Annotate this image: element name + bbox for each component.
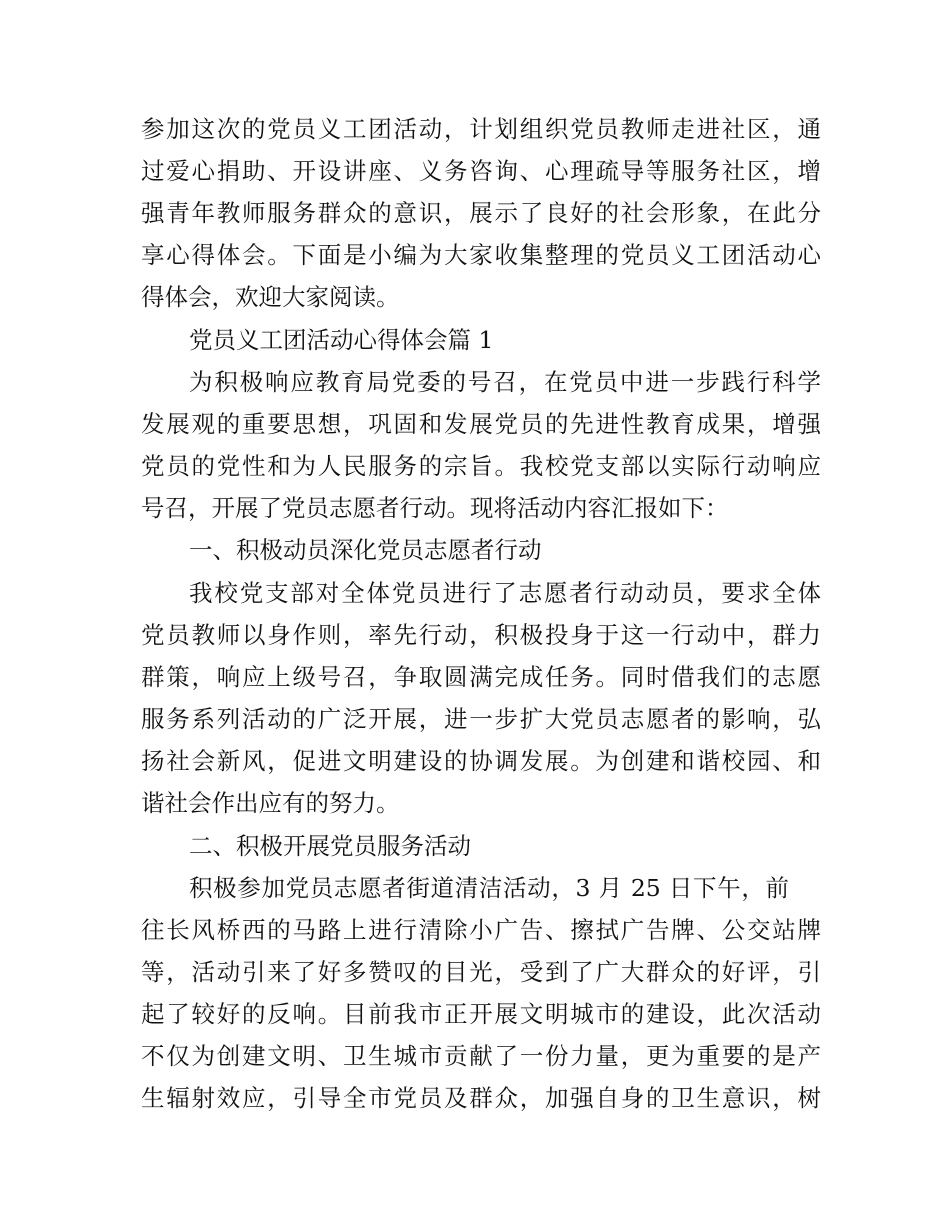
paragraph-line: 过爱心捐助、开设讲座、义务咨询、心理疏导等服务社区，增 [141,157,821,185]
paragraph-line: 发展观的重要思想，巩固和发展党员的先进性教育成果，增强 [141,410,821,438]
paragraph-line: 享心得体会。下面是小编为大家收集整理的党员义工团活动心 [141,241,821,269]
paragraph-line: 起了较好的反响。目前我市正开展文明城市的建设，此次活动 [141,1000,821,1028]
paragraph-line: 服务系列活动的广泛开展，进一步扩大党员志愿者的影响，弘 [141,705,821,733]
paragraph-line: 强青年教师服务群众的意识，展示了良好的社会形象，在此分 [141,199,821,227]
paragraph-line: 我校党支部对全体党员进行了志愿者行动动员，要求全体 [189,579,821,607]
section-heading: 一、积极动员深化党员志愿者行动 [189,536,542,564]
paragraph-line: 号召，开展了党员志愿者行动。现将活动内容汇报如下： [141,494,729,522]
section-heading: 二、积极开展党员服务活动 [189,832,471,860]
paragraph-line: 扬社会新风，促进文明建设的协调发展。为创建和谐校园、和 [141,747,821,775]
section-title: 党员义工团活动心得体会篇 1 [189,326,494,354]
paragraph-line: 党员的党性和为人民服务的宗旨。我校党支部以实际行动响应 [141,452,821,480]
paragraph-line: 不仅为创建文明、卫生城市贡献了一份力量，更为重要的是产 [141,1042,821,1070]
paragraph-line: 参加这次的党员义工团活动，计划组织党员教师走进社区，通 [141,115,821,143]
paragraph-line: 为积极响应教育局党委的号召，在党员中进一步践行科学 [189,368,821,396]
paragraph-line: 谐社会作出应有的努力。 [141,789,400,817]
paragraph-line: 群策，响应上级号召，争取圆满完成任务。同时借我们的志愿 [141,663,821,691]
paragraph-line: 党员教师以身作则，率先行动，积极投身于这一行动中，群力 [141,621,821,649]
paragraph-line: 积极参加党员志愿者街道清洁活动，3 月 25 日下午，前 [189,874,789,902]
paragraph-line: 等，活动引来了好多赞叹的目光，受到了广大群众的好评，引 [141,958,821,986]
paragraph-line: 往长风桥西的马路上进行清除小广告、擦拭广告牌、公交站牌 [141,916,821,944]
paragraph-line: 生辐射效应，引导全市党员及群众，加强自身的卫生意识，树 [141,1084,821,1112]
paragraph-line: 得体会，欢迎大家阅读。 [141,283,400,311]
